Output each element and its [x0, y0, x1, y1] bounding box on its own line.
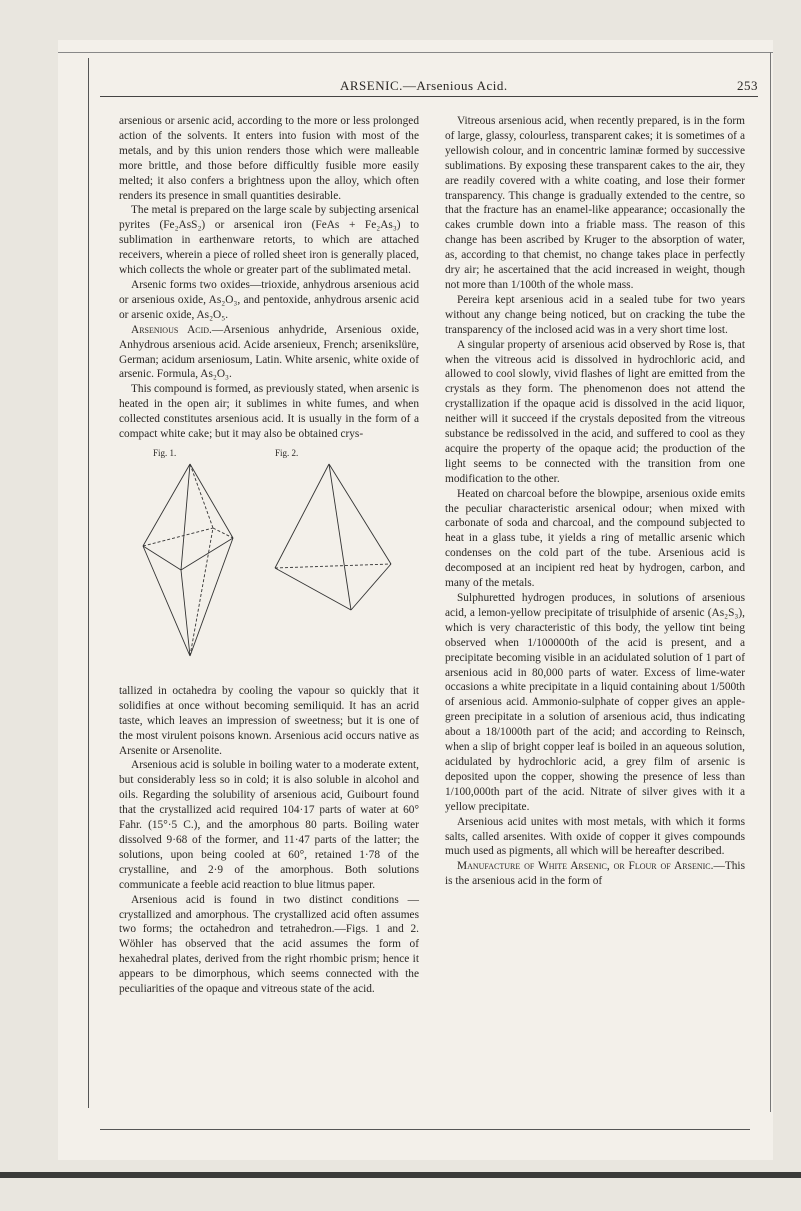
paragraph: A singular property of arsenious acid observed by Rose is, that when the vitreous acid is dissolved in hydrochloric acid, and allowed to cool slowly, vivid flashes of light are emitted from the crystals as they form. The phenomenon does not attend the crystallization if the opaque acid is dissolved in the acid liquor, neither will it succeed if the crystals deposited from the vitreous substance be redissolved in the acid, and suffered to cool as they acquire the property of the opaque acid; the production of the light seems to be connected with the transition from one modification to the other. [445, 338, 745, 485]
section-text: —This is the arsenious acid in the form of [445, 860, 745, 888]
paragraph: tallized in octahedra by cooling the vapour so quickly that it solidifies at once without becoming semiliquid. It has an acrid taste, which leaves an impression of sweetness; but it is one of the most virulent poisons known. Arsenious acid occurs native as Arsenite or Arsenolite. [119, 684, 419, 757]
figure-2-caption: Fig. 2. [275, 447, 299, 458]
section-heading: Manufacture of White Arsenic, or Flour of Arsenic. [457, 860, 714, 873]
paragraph: Pereira kept arsenious acid in a sealed tube for two years without any change being noticed, but on cracking the tube the transparency of the inclosed acid was in a very short time lost. [445, 293, 745, 336]
paragraph: Arsenic forms two oxides—trioxide, anhydrous arsenious acid or arsenious oxide, As₂O₃, and pentoxide, anhydrous arsenic acid or arsenic oxide, As₂O₅. [119, 278, 419, 321]
paragraph: Arsenious acid is found in two distinct conditions —crystallized and amorphous. The crystallized acid often assumes two forms; the octahedron and tetrahedron.—Figs. 1 and 2. Wöhler has observed that the acid assumes the form of hexahedral plates, derived from the right rhombic prism; hence it appears to be dimorphous, which seems connected with the peculiarities of the opaque and vitreous state of the acid. [119, 893, 419, 996]
page-number: 253 [737, 78, 758, 93]
header-rule [100, 96, 758, 97]
left-border [88, 58, 89, 1108]
paragraph: Heated on charcoal before the blowpipe, arsenious oxide emits the peculiar characteristic arsenical odour; when mixed with carbonate of soda and charcoal, and the compound subjected to heat in a glass tube, it yields a ring of metallic arsenic which condenses on the cold part of the tube. Arsenious acid is decomposed at an incipient red heat by hydrogen, carbon, and many of the metals. [445, 487, 745, 590]
paragraph: This compound is formed, as previously stated, when arsenic is heated in the open air; it sublimes in white fumes, and when collected constitutes arsenious acid. It is usually in the form of a compact white cake; but it may also be obtained crys- [119, 383, 419, 441]
paragraph: Arsenious acid is soluble in boiling water to a moderate extent, but considerably less so in cold; it is also soluble in alcohol and oils. Regarding the solubility of arsenious acid, Guibourt found that the crystallized acid required 104·17 parts of water at 60° Fahr. (15°·5 C.), and the amorphous 80 parts. Boiling water dissolved 9·68 of the former, and 11·47 parts of the latter; the solutions, upon being cooled at 60°, retained 1·78 of the crystalline, and 2·9 of the amorphous. Both solutions communicate a feeble acid reaction to blue litmus paper. [119, 759, 419, 891]
page-edge-shadow [0, 1172, 801, 1178]
right-border [770, 52, 771, 1112]
section-text: —Arsenious anhydride, Arsenious oxide, Anhydrous arsenious acid. Acide arsenieux, French; arsenikslüre, German; acidum arseniosum, Latin. White arsenic, white oxide of arsenic. Formula, As₂O₃. [119, 323, 420, 381]
figures [119, 446, 419, 678]
paragraph: arsenious or arsenic acid, according to the more or less prolonged action of the solvents. It enters into fusion with most of the metals, and by this union renders those which were malleable more brittle, and those before difficultly fusible more easily melted; it also confers a brightness upon the alloy, which often renders its presence in small quantities desirable. [119, 115, 419, 202]
paragraph [119, 323, 419, 383]
paragraph: Sulphuretted hydrogen produces, in solutions of arsenious acid, a lemon-yellow precipitate of trisulphide of arsenic (As₂S₃), which is very characteristic of this body, the yellow tint being observed when 1/100000th of the acid is present, and a precipitate becoming visible in an acidulated solution of 1 part of arsenious acid in 80,000 parts of water. Excess of lime-water occasions a white precipitate in a liquid containing about 1/500th of arsenious acid. Ammonio-sulphate of copper gives an apple-green precipitate in a solution of arsenious acid, thus indicating about a 18/1000th part of the acid; and according to Reinsch, when a slip of bright copper leaf is boiled in an aqueous solution, acidulated by hydrochloric acid, a grey film of arsenic is deposited upon the copper, showing the presence of less than 1/100,000th part of the acid. Nitrate of silver gives with it a yellow precipitate. [445, 592, 745, 813]
paragraph: The metal is prepared on the large scale by subjecting arsenical pyrites (Fe₂AsS₂) or arsenical iron (FeAs + Fe₂As₃) to sublimation in earthenware retorts, to which are attached receivers, wherein a piece of rolled sheet iron is generally placed, which collects the whole or greater part of the sublimated metal. [119, 204, 419, 277]
left-column [119, 114, 419, 997]
bottom-rule [100, 1129, 750, 1130]
right-column [445, 114, 745, 889]
header-title: ARSENIC.—Arsenious Acid. [340, 78, 508, 93]
top-border [58, 52, 773, 53]
section-heading: Arsenious Acid. [131, 323, 212, 336]
paragraph: Arsenious acid unites with most metals, with which it forms salts, called arsenites. With oxide of copper it gives compounds much used as pigments, all which will be hereafter described. [445, 815, 745, 858]
octahedron-figure [135, 460, 255, 660]
paragraph [445, 859, 745, 889]
paragraph: Vitreous arsenious acid, when recently prepared, is in the form of large, glassy, colourless, transparent cakes; it is sometimes of a yellowish colour, and in concentric laminæ formed by successive sublimations. By exposing these transparent cakes to the air, they are readily covered with a white coating, and lose their former transparency. This change is gradually extended to the centre, so that the fracture has an enamel-like appearance; occasionally the cakes crumble down into a friable mass. The reason of this change has been ascribed by Kruger to the absorption of water, as, according to that chemist, no change takes place in perfectly dry air; he ascertained that the acid increased in weight, though not more than 1/100th of the whole mass. [445, 115, 745, 291]
tetrahedron-figure [269, 460, 399, 620]
figure-1-caption: Fig. 1. [153, 447, 177, 458]
